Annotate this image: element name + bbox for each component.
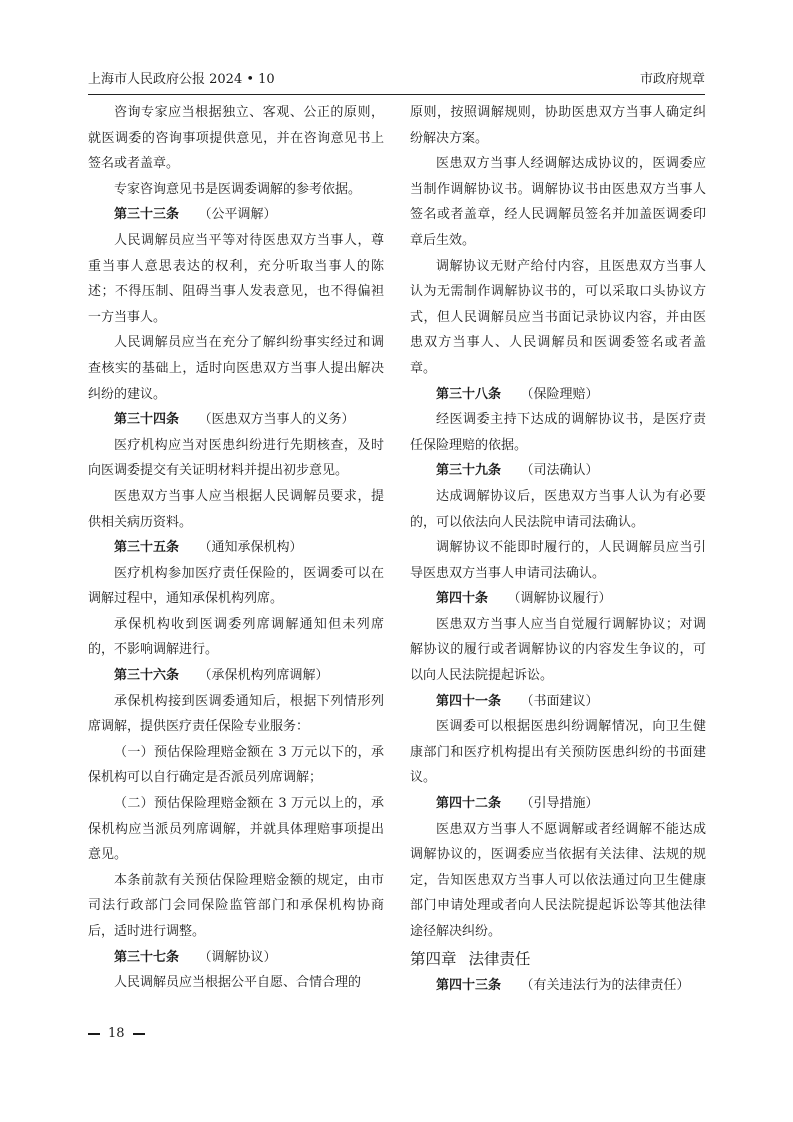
page-header xyxy=(88,70,705,90)
article-title: （保险理赔） xyxy=(520,386,599,402)
article-title: （通知承保机构） xyxy=(198,540,303,556)
article-title: （调解协议履行） xyxy=(507,591,612,607)
paragraph: 医患双方当事人不愿调解或者经调解不能达成调解协议的，医调委应当依据有关法律、法规的规定，告知医患双方当事人可以依法通过向卫生健康部门申请处理或者向人民法院提起诉讼等其他法律途径解决纠纷。 xyxy=(410,821,706,939)
article-heading xyxy=(88,945,384,971)
footer-dash-right xyxy=(133,1033,145,1035)
article-number: 第四十二条 xyxy=(436,796,502,812)
paragraph: 原则，按照调解规则，协助医患双方当事人确定纠纷解决方案。 xyxy=(410,105,706,146)
article-number: 第三十六条 xyxy=(114,668,180,684)
paragraph: 调解协议无财产给付内容，且医患双方当事人认为无需制作调解协议书的，可以采取口头协议方式，但人民调解员应当书面记录协议内容，并由医患双方当事人、人民调解员和医调委签名或者盖章。 xyxy=(410,258,706,376)
article-number: 第三十八条 xyxy=(436,386,502,402)
article-number: 第三十九条 xyxy=(436,463,502,479)
paragraph: 医患双方当事人应当根据人民调解员要求，提供相关病历资料。 xyxy=(88,488,384,530)
article-title: （有关违法行为的法律责任） xyxy=(520,977,690,993)
paragraph: 医患双方当事人经调解达成协议的，医调委应当制作调解协议书。调解协议书由医患双方当事人签名或者盖章，经人民调解员签名并加盖医调委印章后生效。 xyxy=(410,156,706,248)
article-heading xyxy=(88,535,384,561)
article-heading xyxy=(410,791,706,817)
footer-dash-left xyxy=(88,1033,100,1035)
article-heading xyxy=(410,973,706,999)
article-title: （书面建议） xyxy=(520,693,599,709)
article-number: 第三十四条 xyxy=(114,412,180,428)
article-title: （承保机构列席调解） xyxy=(198,668,329,684)
article-number: 第三十七条 xyxy=(114,949,180,965)
article-title: （引导措施） xyxy=(520,796,599,812)
paragraph: 医疗机构应当对医患纠纷进行先期核查，及时向医调委提交有关证明材料并提出初步意见。 xyxy=(88,437,384,479)
chapter-heading xyxy=(410,945,706,973)
article-title: （公平调解） xyxy=(198,207,277,223)
paragraph: 咨询专家应当根据独立、客观、公正的原则，就医调委的咨询事项提供意见，并在咨询意见书上签名或者盖章。 xyxy=(88,105,384,172)
section-title: 市政府规章 xyxy=(639,72,705,87)
paragraph: 医疗机构参加医疗责任保险的，医调委可以在调解过程中，通知承保机构列席。 xyxy=(88,565,384,607)
page-number: 18 xyxy=(108,1026,125,1041)
article-heading xyxy=(88,663,384,689)
paragraph: 经医调委主持下达成的调解协议书，是医疗责任保险理赔的依据。 xyxy=(410,412,706,453)
paragraph: 专家咨询意见书是医调委调解的参考依据。 xyxy=(114,181,362,197)
paragraph: 本条前款有关预估保险理赔金额的规定，由市司法行政部门会同保险监管部门和承保机构协商后，适时进行调整。 xyxy=(88,872,384,939)
article-heading xyxy=(410,458,706,484)
publication-title: 上海市人民政府公报 2024 • 10 xyxy=(88,72,275,87)
article-heading xyxy=(88,407,384,433)
paragraph: 承保机构收到医调委列席调解通知但未列席的，不影响调解进行。 xyxy=(88,616,384,658)
header-divider xyxy=(88,94,705,95)
article-heading xyxy=(410,689,706,715)
article-title: （司法确认） xyxy=(520,463,599,479)
article-heading xyxy=(410,586,706,612)
paragraph: 人民调解员应当根据公平自愿、合情合理的 xyxy=(114,975,362,991)
paragraph: 达成调解协议后，医患双方当事人认为有必要的，可以依法向人民法院申请司法确认。 xyxy=(410,488,706,530)
chapter-number: 第四章 xyxy=(410,949,457,968)
article-number: 第三十三条 xyxy=(114,207,180,223)
article-number: 第三十五条 xyxy=(114,540,180,556)
article-heading xyxy=(88,202,384,228)
paragraph: 人民调解员应当平等对待医患双方当事人，尊重当事人意思表达的权利，充分听取当事人的陈述；不得压制、阻碍当事人发表意见，也不得偏袒一方当事人。 xyxy=(88,232,384,325)
article-title: （调解协议） xyxy=(198,949,277,965)
page-footer xyxy=(88,1024,145,1044)
chapter-title: 法律责任 xyxy=(468,949,531,968)
paragraph: 承保机构接到医调委通知后，根据下列情形列席调解，提供医疗责任保险专业服务： xyxy=(88,693,384,735)
paragraph: 人民调解员应当在充分了解纠纷事实经过和调查核实的基础上，适时向医患双方当事人提出解决纠纷的建议。 xyxy=(88,335,384,402)
article-number: 第四十条 xyxy=(436,591,489,607)
paragraph: （一）预估保险理赔金额在 3 万元以下的，承保机构可以自行确定是否派员列席调解； xyxy=(88,744,384,786)
right-column xyxy=(410,100,706,998)
paragraph: 医调委可以根据医患纠纷调解情况，向卫生健康部门和医疗机构提出有关预防医患纠纷的书面建议。 xyxy=(410,719,706,786)
paragraph: 医患双方当事人应当自觉履行调解协议；对调解协议的履行或者调解协议的内容发生争议的，可以向人民法院提起诉讼。 xyxy=(410,616,706,684)
paragraph: 调解协议不能即时履行的，人民调解员应当引导医患双方当事人申请司法确认。 xyxy=(410,540,706,581)
paragraph: （二）预估保险理赔金额在 3 万元以上的，承保机构应当派员列席调解，并就具体理赔事项提出意见。 xyxy=(88,796,384,863)
article-number: 第四十三条 xyxy=(436,977,502,993)
article-heading xyxy=(410,382,706,408)
left-column xyxy=(88,100,384,996)
article-number: 第四十一条 xyxy=(436,693,502,709)
article-title: （医患双方当事人的义务） xyxy=(198,412,355,428)
